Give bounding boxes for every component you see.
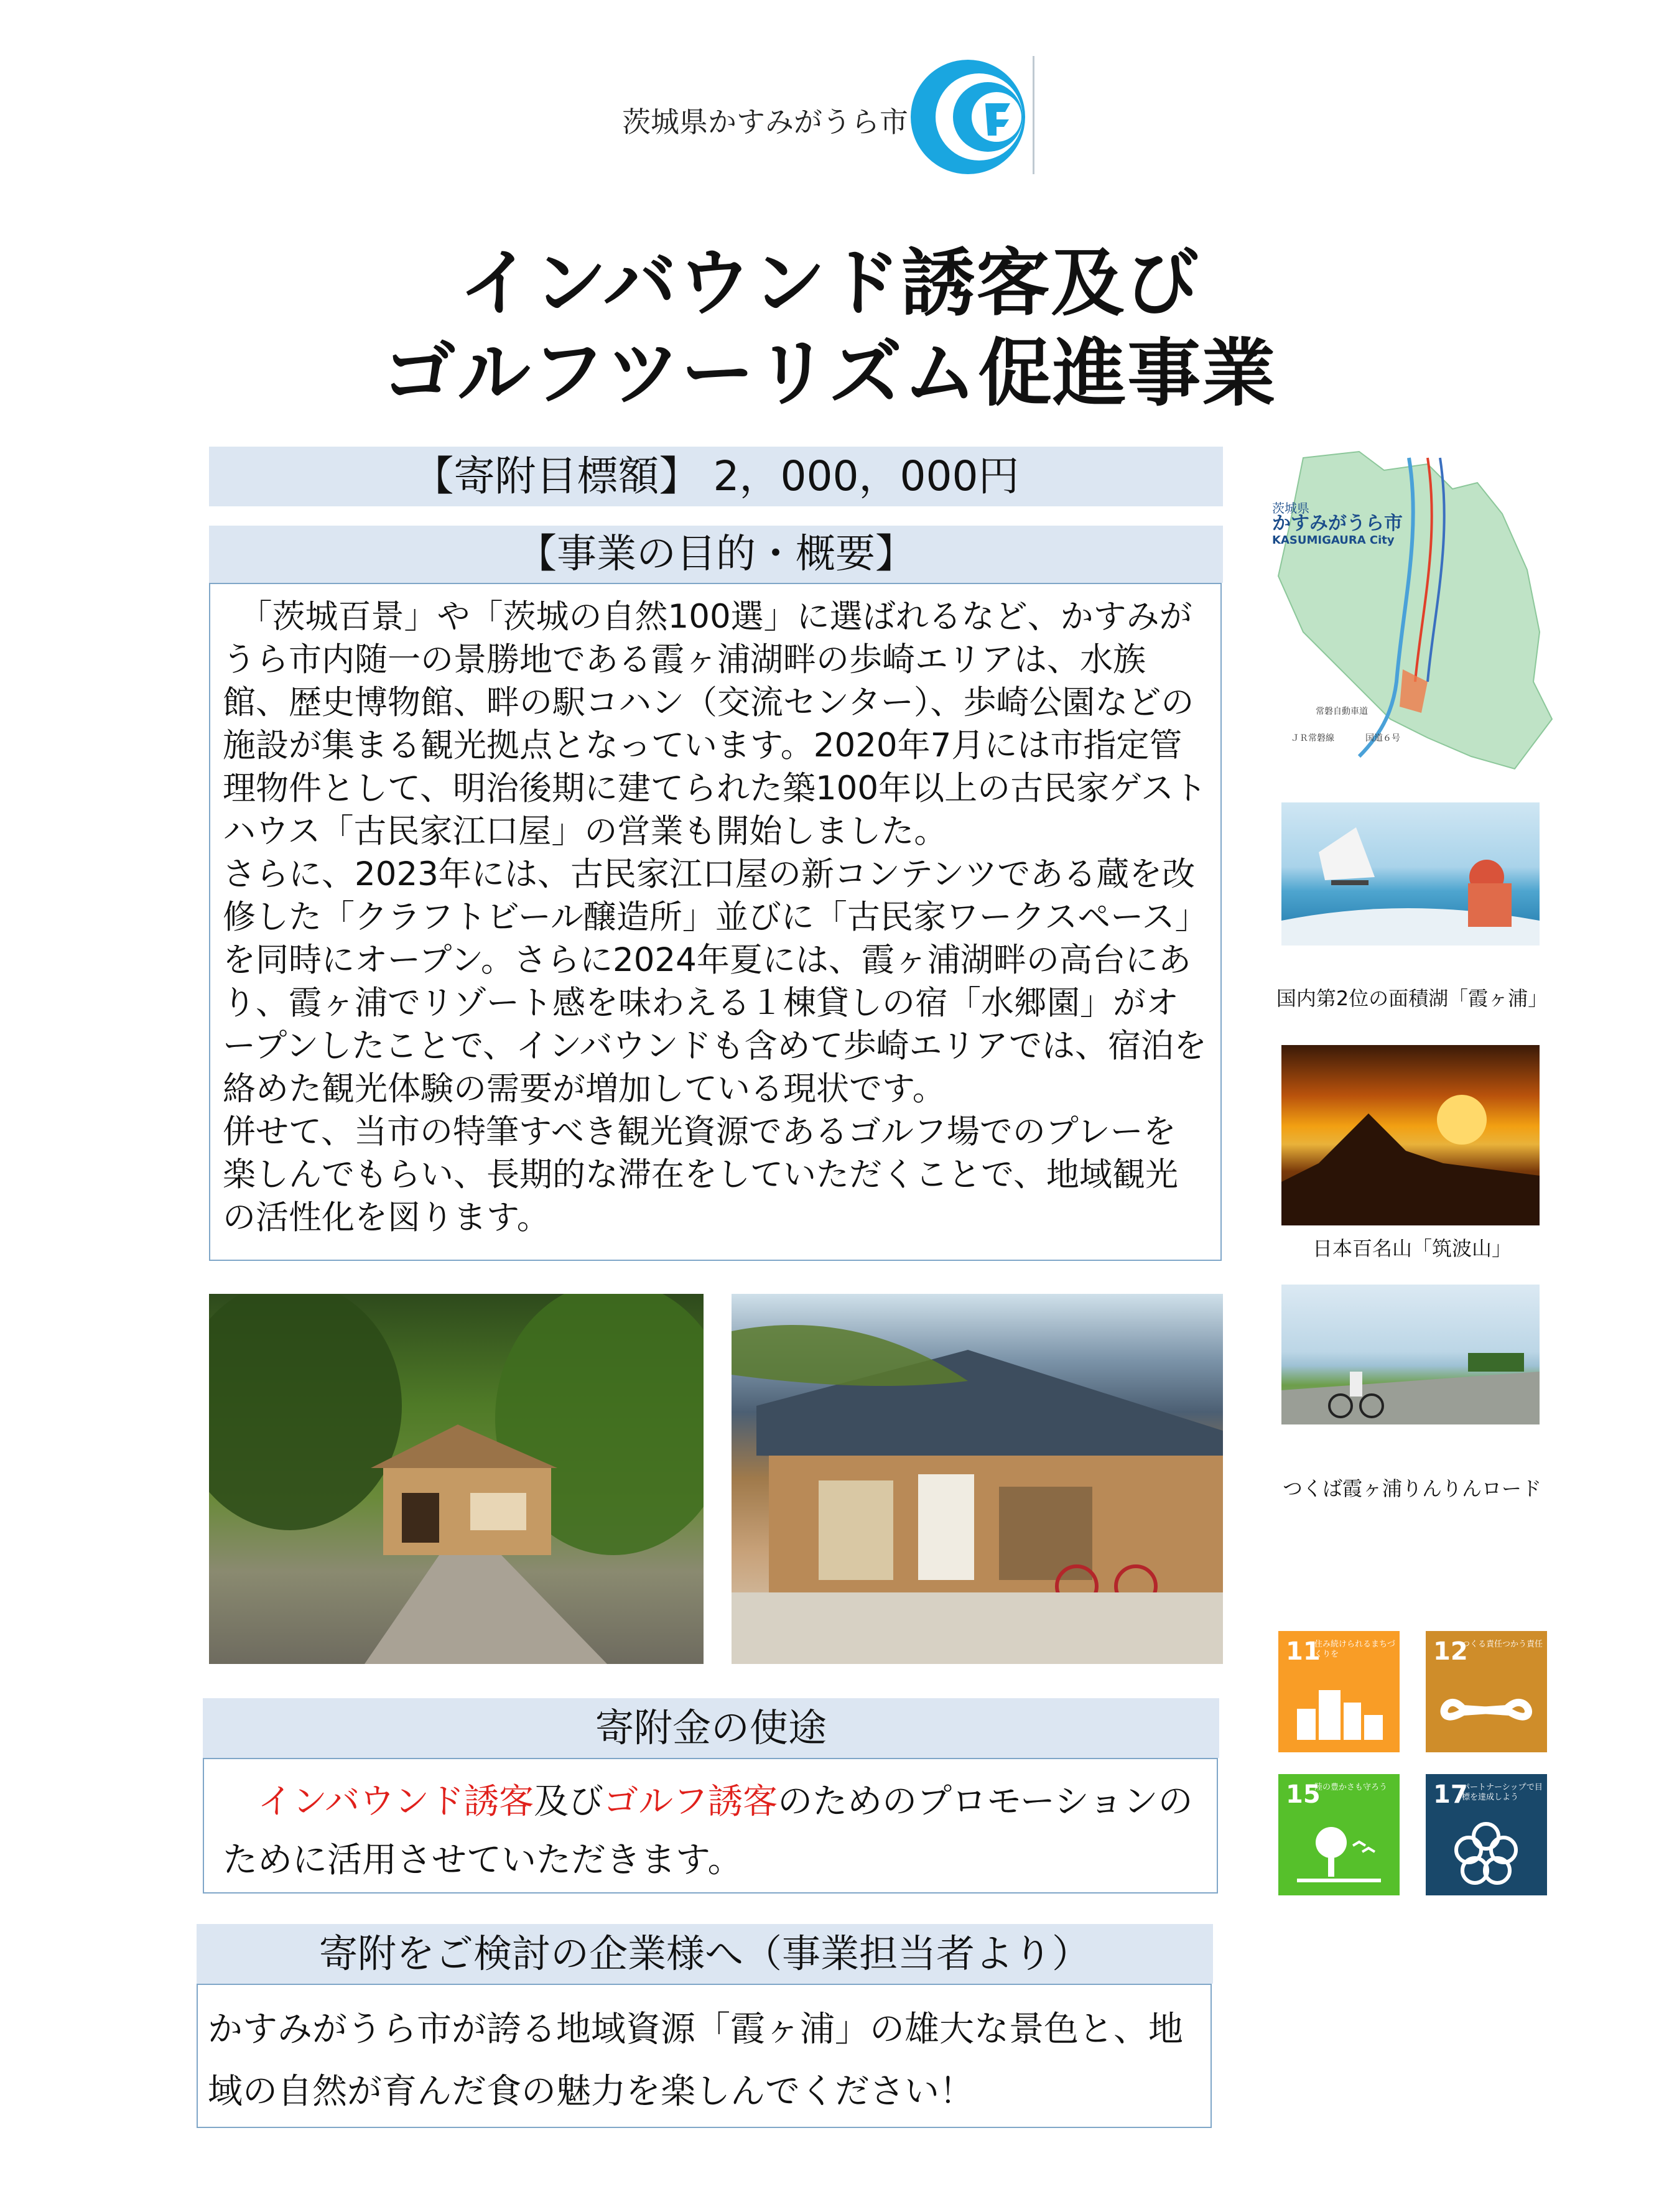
partnership-flower-icon xyxy=(1426,1818,1547,1892)
map-city-label: かすみがうら市 xyxy=(1272,513,1403,534)
sdg-12-badge xyxy=(1426,1631,1547,1752)
sdg-11-badge xyxy=(1278,1631,1400,1752)
mt-tsukuba-photo xyxy=(1281,1045,1540,1225)
map-road-label: 常磐自動車道 xyxy=(1316,707,1368,717)
purpose-heading: 【事業の目的・概要】 xyxy=(209,526,1223,583)
sdg-15-number: 15 xyxy=(1286,1780,1321,1809)
sdg-11-label: 住み続けられるまちづくりを xyxy=(1314,1640,1395,1659)
usage-red-golf: ゴルフ誘客 xyxy=(603,1782,778,1822)
purpose-paragraph-2: さらに、2023年には、古民家江口屋の新コンテンツである蔵を改修した「クラフトビール醸造所」並びに「古民家ワークスペース」を同時にオープン。さらに2024年夏には、霞ヶ浦湖畔の高台にあり、霞ヶ浦でリゾート感を味わえる１棟貸しの宿「水郷園」がオープンしたことで、インバウンドも含めて歩崎エリアでは、宿泊を絡めた観光体験の需要が増加している現状です。 xyxy=(223,855,1208,1108)
sdg-17-number: 17 xyxy=(1433,1780,1468,1809)
page-title-line2: ゴルフツーリズム促進事業 xyxy=(382,330,1277,416)
usage-rest: のためのプロモーションのために活用させていただきます。 xyxy=(223,1782,1193,1880)
sdg-12-label: つくる責任つかう責任 xyxy=(1462,1640,1543,1649)
guesthouse-exterior-photo xyxy=(209,1294,704,1664)
sdg-17-badge xyxy=(1426,1774,1547,1895)
city-name: 茨城県かすみがうら市 xyxy=(622,105,908,139)
location-map xyxy=(1266,445,1558,781)
usage-red-inbound: インバウンド誘客 xyxy=(258,1782,534,1822)
map-pref-label: 茨城県 xyxy=(1272,501,1309,516)
city-logo-icon xyxy=(906,55,1036,179)
tree-icon xyxy=(1278,1818,1400,1892)
purpose-text-box xyxy=(209,583,1222,1261)
sdg-17-label: パートナーシップで目標を達成しよう xyxy=(1462,1783,1543,1802)
mountain-caption: 日本百名山「筑波山」 xyxy=(1312,1237,1512,1260)
usage-and: 及び xyxy=(534,1782,604,1822)
cycling-caption: つくば霞ヶ浦りんりんロード xyxy=(1282,1477,1541,1500)
city-buildings-icon xyxy=(1278,1675,1400,1749)
map-route-label: 国道６号 xyxy=(1365,733,1400,743)
lake-caption: 国内第2位の面積湖「霞ヶ浦」 xyxy=(1276,987,1548,1010)
page-title-line1: インバウンド誘客及び xyxy=(458,240,1201,326)
infinity-icon xyxy=(1426,1675,1547,1749)
sdg-15-badge xyxy=(1278,1774,1400,1895)
purpose-paragraph-3: 併せて、当市の特筆すべき観光資源であるゴルフ場でのプレーを楽しんでもらい、長期的な滞在をしていただくことで、地域観光の活性化を図ります。 xyxy=(223,1113,1178,1237)
company-message: かすみがうら市が誇る地域資源「霞ヶ浦」の雄大な景色と、地域の自然が育んだ食の魅力を楽しんでください！ xyxy=(197,1984,1212,2128)
cycling-road-photo xyxy=(1281,1285,1540,1424)
logo-divider xyxy=(1033,56,1034,174)
sdg-15-label: 陸の豊かさも守ろう xyxy=(1314,1783,1388,1792)
sdg-12-number: 12 xyxy=(1433,1637,1468,1666)
usage-heading: 寄附金の使途 xyxy=(203,1698,1219,1758)
map-city-en-label: KASUMIGAURA City xyxy=(1272,534,1395,547)
sdg-11-number: 11 xyxy=(1286,1637,1321,1666)
donation-target-band: 【寄附目標額】 2，000，000円 xyxy=(209,447,1223,506)
brewery-building-photo xyxy=(732,1294,1223,1664)
map-rail-label: ＪＲ常磐線 xyxy=(1291,733,1334,743)
usage-text-box xyxy=(203,1758,1218,1894)
company-heading: 寄附をご検討の企業様へ（事業担当者より） xyxy=(197,1924,1213,1984)
purpose-paragraph-1: 「茨城百景」や「茨城の自然100選」に選ばれるなど、かすみがうら市内随一の景勝地である霞ヶ浦湖畔の歩崎エリアは、水族館、歴史博物館、畔の駅コハン（交流センター）、歩崎公園などの施設が集まる観光拠点となっています。2020年7月には市指定管理物件として、明治後期に建てられた築100年以上の古民家ゲストハウス「古民家江口屋」の営業も開始しました。 xyxy=(223,598,1207,850)
lake-kasumigaura-photo xyxy=(1281,802,1540,946)
